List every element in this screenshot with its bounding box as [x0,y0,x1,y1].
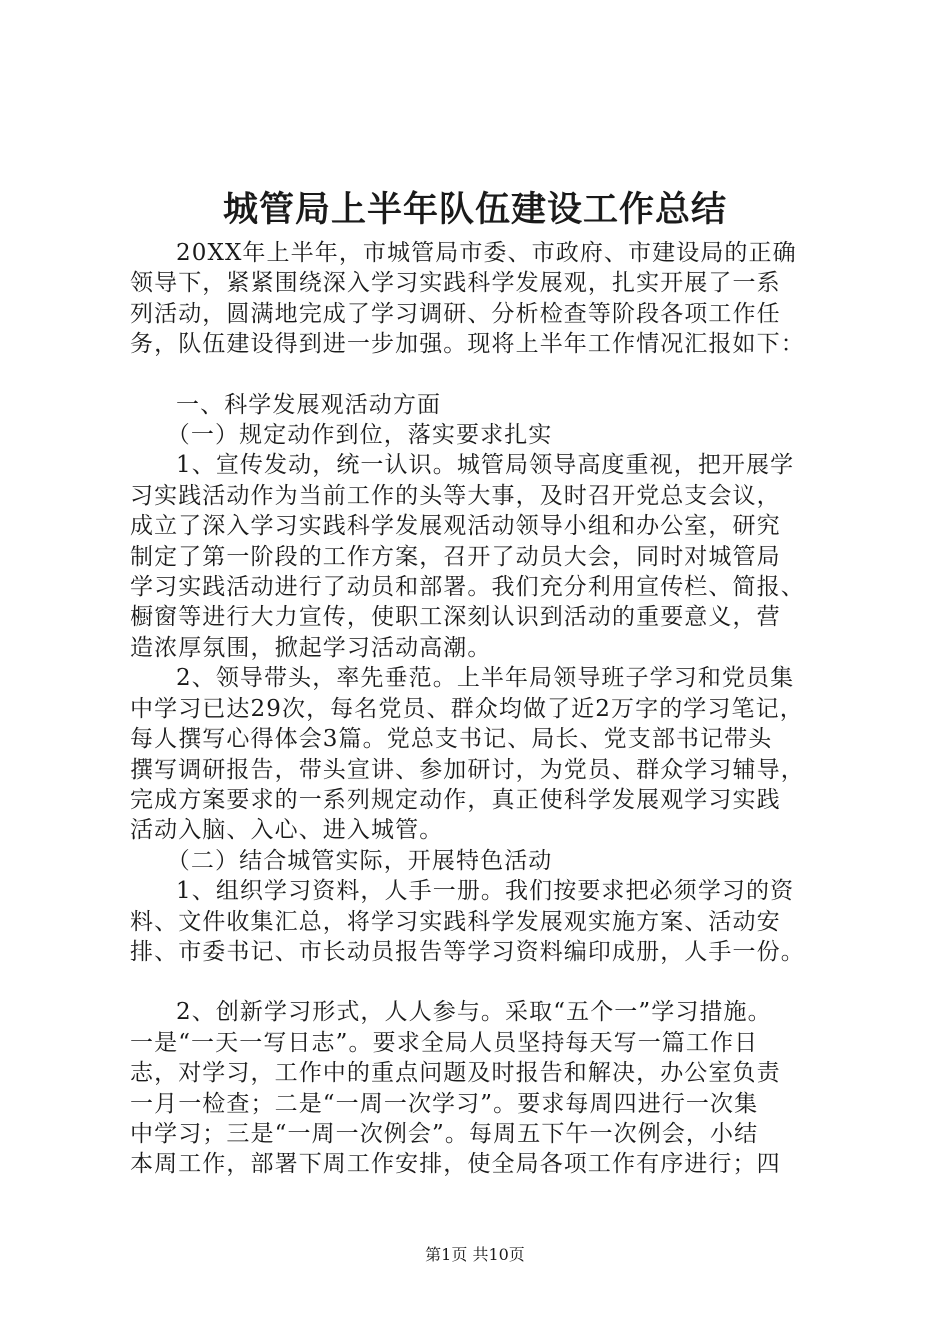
text-line: 中学习已达29次，每名党员、群众均做了近2万字的学习笔记， [130,695,804,722]
intro-paragraph [130,238,830,360]
subsection-heading: （二）结合城管实际，开展特色活动 [166,847,553,874]
text-line: 撰写调研报告，带头宣讲、参加研讨，为党员、群众学习辅导， [130,756,805,783]
text-line: 列活动，圆满地完成了学习调研、分析检查等阶段各项工作任 [130,300,781,327]
text-line: 每人撰写心得体会3篇。党总支书记、局长、党支部书记带头 [130,726,773,753]
text-line: 1、组织学习资料，人手一册。我们按要求把必须学习的资 [176,878,795,905]
text-line: 完成方案要求的一系列规定动作，真正使科学发展观学习实践 [130,786,781,813]
page-footer: 第1页 共10页 [425,1245,525,1264]
text-line: 一月一检查；二是“一周一次学习”。要求每周四进行一次集 [130,1090,759,1117]
text-line: 本周工作，部署下周工作安排，使全局各项工作有序进行；四 [130,1151,781,1178]
text-line: 2、领导带头，率先垂范。上半年局领导班子学习和党员集 [176,665,795,692]
text-line: 志，对学习，工作中的重点问题及时报告和解决，办公室负责 [130,1060,781,1087]
text-line: 制定了第一阶段的工作方案，召开了动员大会，同时对城管局 [130,543,781,570]
subsection-heading: （一）规定动作到位，落实要求扎实 [166,422,553,449]
paragraph-3 [130,876,830,967]
paragraph-2 [130,663,830,845]
text-line: 橱窗等进行大力宣传，使职工深刻认识到活动的重要意义，营 [130,604,781,631]
text-line: 排、市委书记、市长动员报告等学习资料编印成册，人手一份。 [130,938,805,965]
text-line: 20XX年上半年，市城管局市委、市政府、市建设局的正确 [176,240,797,266]
document-title: 城管局上半年队伍建设工作总结 [222,189,727,230]
section-heading: 一、科学发展观活动方面 [176,391,442,418]
document-body [130,238,830,1180]
text-line: 2、创新学习形式，人人参与。采取“五个一”学习措施。 [176,999,772,1026]
text-line: 料、文件收集汇总，将学习实践科学发展观实施方案、活动安 [130,908,781,935]
text-line: 中学习；三是“一周一次例会”。每周五下午一次例会，小结 [130,1120,759,1147]
text-line: 学习实践活动进行了动员和部署。我们充分利用宣传栏、简报、 [130,574,805,601]
text-line: 活动入脑、入心、进入城管。 [130,817,444,844]
paragraph-gap [130,360,830,390]
text-line: 务，队伍建设得到进一步加强。现将上半年工作情况汇报如下： [130,331,805,358]
text-line: 一是“一天一写日志”。要求全局人员坚持每天写一篇工作日 [130,1029,759,1056]
text-line: 习实践活动作为当前工作的头等大事，及时召开党总支会议， [130,482,781,509]
paragraph-4 [130,997,830,1179]
paragraph-gap [130,967,830,997]
paragraph-1 [130,450,830,663]
text-line: 造浓厚氛围，掀起学习活动高潮。 [130,634,492,661]
text-line: 1、宣传发动，统一认识。城管局领导高度重视，把开展学 [176,452,795,479]
text-line: 成立了深入学习实践科学发展观活动领导小组和办公室，研究 [130,513,781,540]
text-line: 领导下，紧紧围绕深入学习实践科学发展观，扎实开展了一系 [130,270,781,297]
